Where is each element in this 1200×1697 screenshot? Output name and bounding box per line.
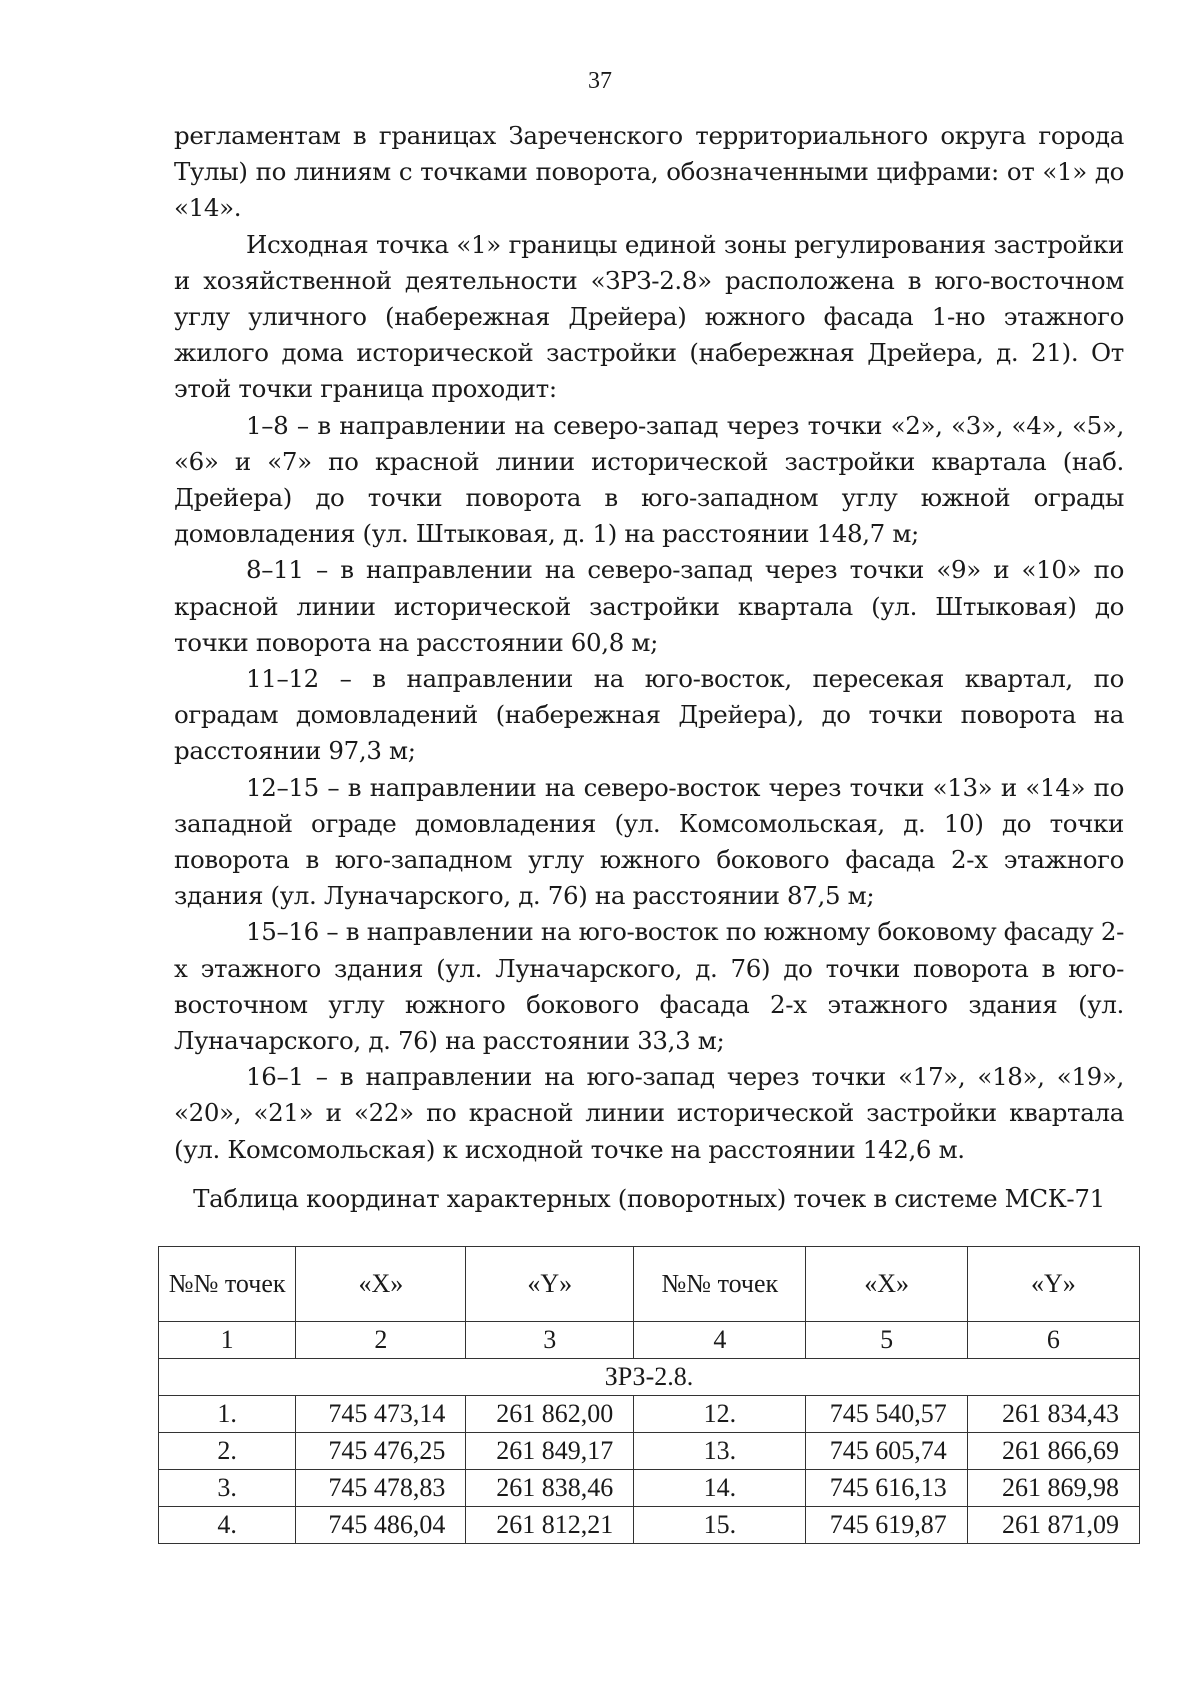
- column-number: 6: [967, 1322, 1139, 1359]
- section-label: ЗРЗ-2.8.: [159, 1359, 1140, 1396]
- paragraph-segment-15-16: 15–16 – в направлении на юго-восток по южному боковому фасаду 2-х этажного здания (ул. Луначарского, д. 76) до точки поворота в юго-восточном углу южного бокового фасада 2-х этажного здания (ул. Луначарского, д. 76) на расстоянии 33,3 м;: [174, 917, 1124, 1056]
- column-number-row: [159, 1322, 1140, 1359]
- column-number: 2: [296, 1322, 466, 1359]
- x-value: 745 619,87: [806, 1507, 967, 1544]
- point-number: 3.: [159, 1470, 296, 1507]
- point-number: 14.: [634, 1470, 806, 1507]
- table-section-row: [159, 1359, 1140, 1396]
- y-value: 261 869,98: [967, 1470, 1139, 1507]
- document-body: [174, 118, 1124, 1168]
- x-value: 745 478,83: [296, 1470, 466, 1507]
- paragraph-segment-16-1: 16–1 – в направлении на юго-запад через точки «17», «18», «19», «20», «21» и «22» по красной линии исторической застройки квартала (ул. Комсомольская) к исходной точке на расстоянии 142,6 м.: [174, 1062, 1124, 1164]
- x-value: 745 473,14: [296, 1396, 466, 1433]
- table-row: [159, 1433, 1140, 1470]
- page-number: 37: [588, 68, 612, 94]
- y-value: 261 849,17: [466, 1433, 634, 1470]
- table-header-row: [159, 1247, 1140, 1322]
- table-row: [159, 1396, 1140, 1433]
- point-number: 2.: [159, 1433, 296, 1470]
- paragraph-segment-11-12: 11–12 – в направлении на юго-восток, пересекая квартал, по оградам домовладений (набережная Дрейера), до точки поворота на расстоянии 97,3 м;: [174, 664, 1124, 766]
- y-value: 261 812,21: [466, 1507, 634, 1544]
- column-number: 1: [159, 1322, 296, 1359]
- table-row: [159, 1470, 1140, 1507]
- header-x: «X»: [296, 1247, 466, 1322]
- header-point-number: №№ точек: [159, 1247, 296, 1322]
- point-number: 13.: [634, 1433, 806, 1470]
- header-y: «Y»: [967, 1247, 1139, 1322]
- paragraph-continuation: регламентам в границах Зареченского территориального округа города Тулы) по линиям с точками поворота, обозначенными цифрами: от «1» до «14».: [174, 121, 1124, 223]
- paragraph-origin-point: Исходная точка «1» границы единой зоны регулирования застройки и хозяйственной деятельности «ЗРЗ-2.8» расположена в юго-восточном углу уличного (набережная Дрейера) южного фасада 1-но этажного жилого дома исторической застройки (набережная Дрейера, д. 21). От этой точки граница проходит:: [174, 229, 1124, 404]
- coordinates-table: [158, 1246, 1140, 1544]
- y-value: 261 862,00: [466, 1396, 634, 1433]
- point-number: 12.: [634, 1396, 806, 1433]
- header-x: «X»: [806, 1247, 967, 1322]
- x-value: 745 540,57: [806, 1396, 967, 1433]
- column-number: 3: [466, 1322, 634, 1359]
- point-number: 4.: [159, 1507, 296, 1544]
- x-value: 745 616,13: [806, 1470, 967, 1507]
- header-y: «Y»: [466, 1247, 634, 1322]
- y-value: 261 871,09: [967, 1507, 1139, 1544]
- column-number: 5: [806, 1322, 967, 1359]
- point-number: 15.: [634, 1507, 806, 1544]
- table-row: [159, 1507, 1140, 1544]
- y-value: 261 834,43: [967, 1396, 1139, 1433]
- table-caption: Таблица координат характерных (поворотных) точек в системе МСК-71: [193, 1184, 1105, 1213]
- paragraph-segment-12-15: 12–15 – в направлении на северо-восток через точки «13» и «14» по западной ограде домовладения (ул. Комсомольская, д. 10) до точки поворота в юго-западном углу южного бокового фасада 2-х этажного здания (ул. Луначарского, д. 76) на расстоянии 87,5 м;: [174, 772, 1124, 911]
- y-value: 261 866,69: [967, 1433, 1139, 1470]
- x-value: 745 605,74: [806, 1433, 967, 1470]
- x-value: 745 486,04: [296, 1507, 466, 1544]
- column-number: 4: [634, 1322, 806, 1359]
- paragraph-segment-8-11: 8–11 – в направлении на северо-запад через точки «9» и «10» по красной линии исторической застройки квартала (ул. Штыковая) до точки поворота на расстоянии 60,8 м;: [174, 555, 1124, 657]
- header-point-number: №№ точек: [634, 1247, 806, 1322]
- point-number: 1.: [159, 1396, 296, 1433]
- x-value: 745 476,25: [296, 1433, 466, 1470]
- paragraph-segment-1-8: 1–8 – в направлении на северо-запад через точки «2», «3», «4», «5», «6» и «7» по красной линии исторической застройки квартала (наб. Дрейера) до точки поворота в юго-западном углу южной ограды домовладения (ул. Штыковая, д. 1) на расстоянии 148,7 м;: [174, 410, 1124, 549]
- y-value: 261 838,46: [466, 1470, 634, 1507]
